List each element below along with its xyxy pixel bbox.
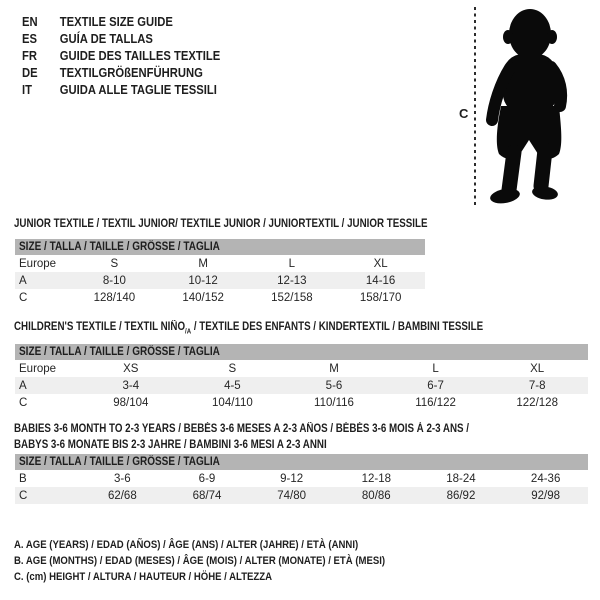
size-cell: 6-7 <box>427 379 444 392</box>
table-row-age <box>15 272 425 289</box>
legend-line-c: C. (cm) HEIGHT / ALTURA / HAUTEUR / HÖHE / ALTEZZA <box>14 571 273 583</box>
row-label: C <box>19 291 28 304</box>
size-cell: 128/140 <box>93 291 136 304</box>
language-header <box>22 14 242 99</box>
size-bar <box>15 344 588 360</box>
language-title: GUÍA DE TALLAS <box>59 32 153 46</box>
table-row-europe <box>15 255 425 272</box>
size-cell: 62/68 <box>107 489 137 502</box>
size-cell: 122/128 <box>516 396 558 409</box>
row-label: C <box>19 396 28 409</box>
size-cell: 3-6 <box>114 472 131 485</box>
size-cell: L <box>432 362 439 375</box>
size-cell: 3-4 <box>122 379 140 392</box>
babies-title-line2: BABYS 3-6 MONATE BIS 2-3 JAHRE / BAMBINI 3-6 MESI A 2-3 ANNI <box>14 439 327 451</box>
size-cell: 74/80 <box>277 489 307 502</box>
measurement-legend <box>14 537 441 585</box>
size-bar-label: SIZE / TALLA / TAILLE / GRÖSSE / TAGLIA <box>19 456 220 468</box>
table-row-height <box>15 289 425 306</box>
legend-line-a: A. AGE (YEARS) / EDAD (AÑOS) / ÂGE (ANS) / ALTER (JAHRE) / ETÀ (ANNI) <box>14 539 359 551</box>
size-cell: S <box>228 362 237 375</box>
size-cell: 5-6 <box>325 379 343 392</box>
row-label: C <box>19 489 28 502</box>
table-row-europe <box>15 360 588 377</box>
language-row-en <box>22 14 220 31</box>
language-row-de <box>22 65 220 82</box>
baby-ear-left <box>503 30 513 44</box>
row-label: A <box>19 274 27 287</box>
language-title: TEXTILE SIZE GUIDE <box>59 15 173 29</box>
size-cell: 12-18 <box>361 472 391 485</box>
size-bar <box>15 454 588 470</box>
language-row-fr <box>22 48 220 65</box>
babies-size-table <box>15 454 588 504</box>
language-row-es <box>22 31 220 48</box>
children-title-pre: CHILDREN'S TEXTILE / TEXTIL NIÑO <box>14 321 186 333</box>
children-section-title-text <box>14 319 483 339</box>
baby-leg-right <box>541 150 545 186</box>
size-cell: 8-10 <box>102 274 126 287</box>
height-dashed-line <box>474 7 476 207</box>
language-code: DE <box>22 66 38 80</box>
children-section-title <box>14 319 566 339</box>
size-bar-label: SIZE / TALLA / TAILLE / GRÖSSE / TAGLIA <box>19 346 220 358</box>
language-code: IT <box>22 83 32 97</box>
children-title-sub: /A <box>185 327 192 336</box>
size-cell: 4-5 <box>224 379 241 392</box>
height-measure-label: C <box>459 106 469 121</box>
baby-silhouette-icon <box>482 4 576 206</box>
baby-leg-left <box>509 152 514 190</box>
size-cell: 10-12 <box>188 274 218 287</box>
size-bar <box>15 239 425 255</box>
language-title: GUIDA ALLE TAGLIE TESSILI <box>59 83 217 97</box>
size-cell: 80/86 <box>361 489 391 502</box>
table-row-height <box>15 487 588 504</box>
size-cell: 14-16 <box>365 274 396 287</box>
size-cell: 104/110 <box>212 396 253 409</box>
table-row-height <box>15 394 588 411</box>
junior-size-table <box>15 239 425 306</box>
size-cell: 86/92 <box>446 489 476 502</box>
baby-ear-right <box>547 30 557 44</box>
junior-section-title <box>14 216 500 232</box>
row-label: B <box>19 472 27 485</box>
size-cell: 68/74 <box>192 489 222 502</box>
size-bar-label: SIZE / TALLA / TAILLE / GRÖSSE / TAGLIA <box>19 241 220 253</box>
size-cell: 116/122 <box>415 396 456 409</box>
legend-line-b: B. AGE (MONTHS) / EDAD (MESES) / ÂGE (MOIS) / ALTER (MONATE) / ETÀ (MESI) <box>14 555 386 567</box>
language-code: ES <box>22 32 38 46</box>
babies-title-line1: BABIES 3-6 MONTH TO 2-3 YEARS / BEBÉS 3-6 MESES A 2-3 AÑOS / BÉBÉS 3-6 MOIS À 2-3 ANS / <box>14 423 470 435</box>
size-cell: 7-8 <box>528 379 546 392</box>
row-label: Europe <box>19 362 57 375</box>
size-cell: 140/152 <box>182 291 224 304</box>
size-cell: S <box>110 257 119 270</box>
children-size-table <box>15 344 588 411</box>
size-cell: 92/98 <box>531 489 561 502</box>
babies-section-title <box>14 421 549 453</box>
size-cell: XL <box>373 257 388 270</box>
junior-section-title-text: JUNIOR TEXTILE / TEXTIL JUNIOR/ TEXTILE JUNIOR / JUNIORTEXTIL / JUNIOR TESSILE <box>14 218 428 230</box>
size-cell: 158/170 <box>359 291 402 304</box>
size-cell: 9-12 <box>280 472 304 485</box>
size-cell: M <box>329 362 339 375</box>
language-title: GUIDE DES TAILLES TEXTILE <box>59 49 221 63</box>
size-cell: 6-9 <box>198 472 216 485</box>
size-cell: 12-13 <box>277 274 307 287</box>
language-code: FR <box>22 49 38 63</box>
size-cell: 152/158 <box>271 291 313 304</box>
children-title-post: / TEXTILE DES ENFANTS / KINDERTEXTIL / BAMBINI TESSILE <box>191 321 484 333</box>
table-row-age <box>15 377 588 394</box>
size-cell: 24-36 <box>530 472 561 485</box>
size-cell: M <box>198 257 208 270</box>
language-row-it <box>22 82 220 99</box>
baby-head <box>509 9 551 59</box>
row-label: A <box>19 379 27 392</box>
size-cell: 98/104 <box>113 396 149 409</box>
table-row-age-months <box>15 470 588 487</box>
language-title: TEXTILGRÖßENFÜHRUNG <box>59 66 203 80</box>
language-code: EN <box>22 15 38 29</box>
size-cell: 110/116 <box>314 396 354 409</box>
size-cell: 18-24 <box>446 472 476 485</box>
size-cell: L <box>288 257 296 270</box>
row-label: Europe <box>19 257 57 270</box>
size-cell: XL <box>530 362 545 375</box>
size-cell: XS <box>123 362 139 375</box>
